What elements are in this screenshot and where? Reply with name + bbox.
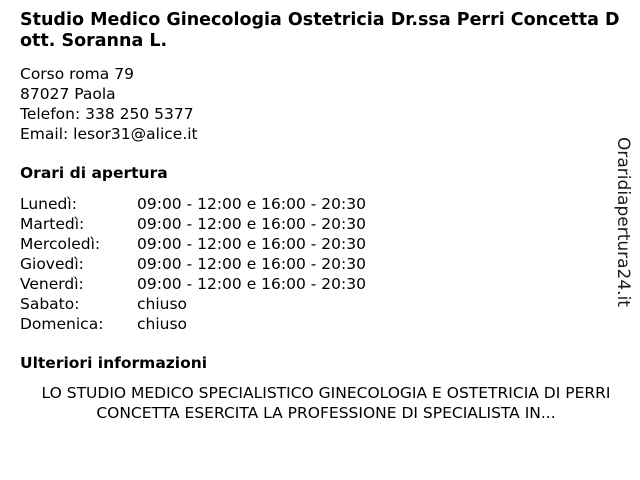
hours-time: 09:00 - 12:00 e 16:00 - 20:30 [137, 255, 366, 273]
hours-time: chiuso [137, 295, 188, 313]
street-address: Corso roma 79 [20, 65, 134, 83]
site-watermark: Oraridiapertura24.it [613, 137, 633, 307]
contact-block [20, 64, 198, 144]
additional-info-heading: Ulteriori informazioni [20, 354, 208, 372]
email-address: Email: lesor31@alice.it [20, 125, 198, 143]
hours-time: 09:00 - 12:00 e 16:00 - 20:30 [137, 275, 366, 293]
hours-day: Sabato: [20, 295, 80, 313]
opening-hours-heading: Orari di apertura [20, 164, 168, 182]
phone-number: Telefon: 338 250 5377 [20, 105, 194, 123]
hours-time: 09:00 - 12:00 e 16:00 - 20:30 [137, 215, 366, 233]
hours-day: Mercoledì: [20, 235, 101, 253]
hours-day: Lunedì: [20, 195, 77, 213]
city-postcode: 87027 Paola [20, 85, 116, 103]
page-title: Studio Medico Ginecologia Ostetricia Dr.ssa Perri Concetta Dott. Soranna L. [20, 10, 620, 51]
hours-day: Giovedì: [20, 255, 84, 273]
description-text: LO STUDIO MEDICO SPECIALISTICO GINECOLOGIA E OSTETRICIA DI PERRI CONCETTA ESERCITA LA PROFESSIONE DI SPECIALISTA IN... [41, 384, 611, 422]
hours-time: 09:00 - 12:00 e 16:00 - 20:30 [137, 235, 366, 253]
hours-time: 09:00 - 12:00 e 16:00 - 20:30 [137, 195, 366, 213]
hours-time: chiuso [137, 315, 188, 333]
hours-day: Venerdì: [20, 275, 84, 293]
hours-day: Domenica: [20, 315, 104, 333]
hours-day: Martedì: [20, 215, 85, 233]
